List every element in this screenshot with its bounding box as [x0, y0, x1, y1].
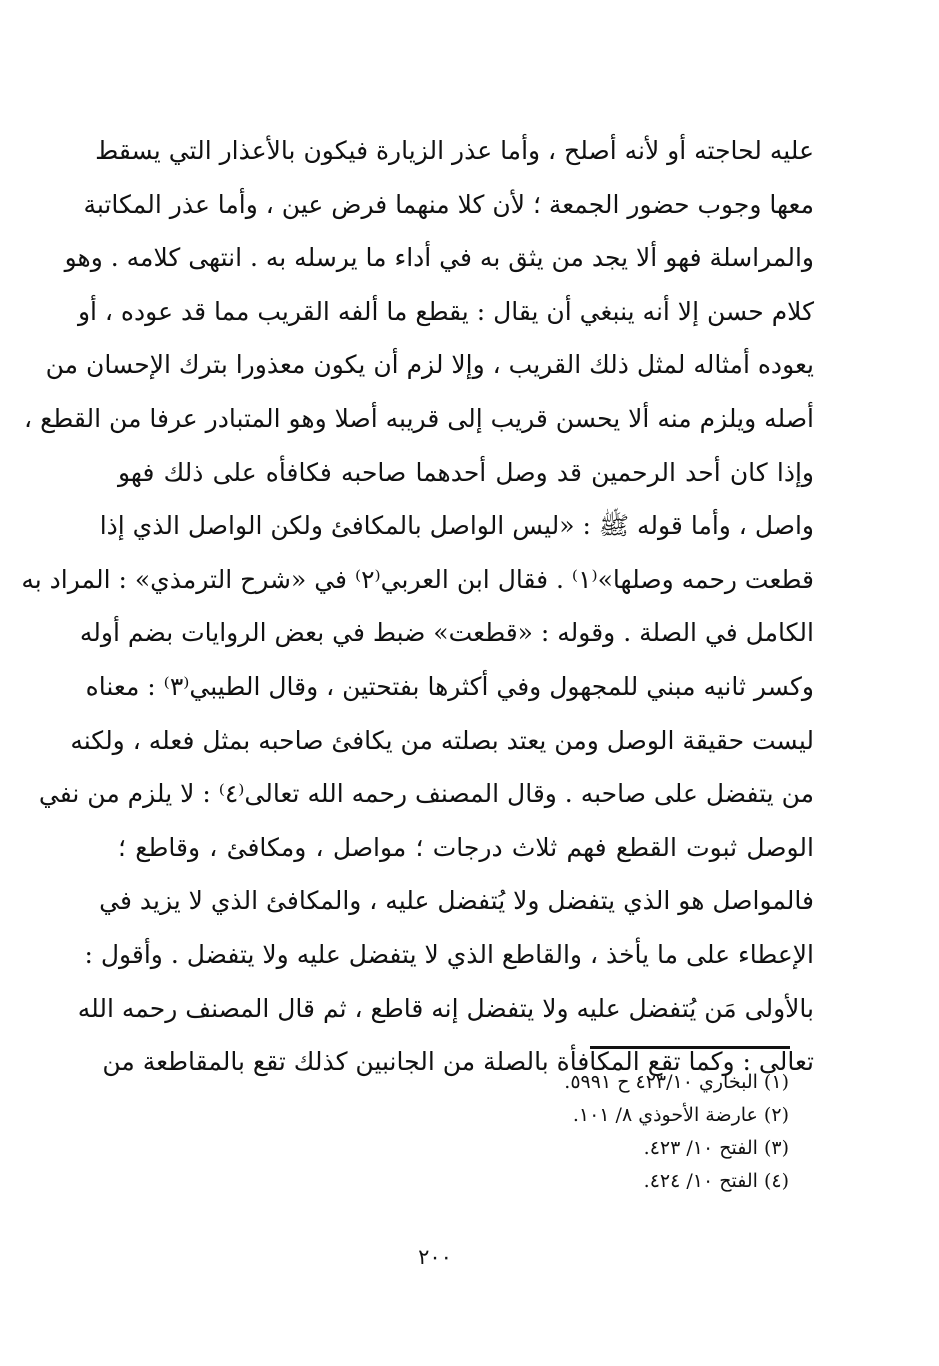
page-number: ٢٠٠ — [418, 1245, 452, 1269]
text-line: عليه لحاجته أو لأنه أصلح ، وأما عذر الزيارة فيكون بالأعذار التي يسقط — [95, 136, 814, 165]
footnotes — [289, 1066, 789, 1198]
text-line: بالأولى مَن يُتفضل عليه ولا يتفضل إنه قاطع ، ثم قال المصنف رحمه الله — [77, 993, 814, 1023]
text-line: من يتفضل على صاحبه . وقال المصنف رحمه الله تعالى⁽٤⁾ : لا يلزم من نفي — [38, 779, 814, 809]
text-line: يعوده أمثاله لمثل ذلك القريب ، وإلا لزم أن يكون معذورا بترك الإحسان من — [45, 350, 814, 380]
text-line: والمراسلة فهو ألا يجد من يثق به في أداء ما يرسله به . انتهى كلامه . وهو — [64, 243, 814, 273]
text-line: ليست حقيقة الوصل ومن يعتد بصلته من يكافئ صاحبه بمثل فعله ، ولكنه — [70, 725, 814, 755]
text-line: الإعطاء على ما يأخذ ، والقاطع الذي لا يتفضل عليه ولا يتفضل . وأقول : — [84, 939, 814, 969]
footnote-item: (١) البخاري ٤٢٣/١٠ ح ٥٩٩١. — [564, 1071, 789, 1093]
body-text — [21, 124, 814, 1089]
text-line: واصل ، وأما قوله ﷺ : «ليس الواصل بالمكافئ ولكن الواصل الذي إذا — [99, 511, 814, 541]
text-line: فالمواصل هو الذي يتفضل ولا يُتفضل عليه ، والمكافئ الذي لا يزيد في — [99, 886, 814, 916]
text-line: قطعت رحمه وصلها»⁽١⁾ . فقال ابن العربي⁽٢⁾ في «شرح الترمذي» : المراد به — [21, 564, 814, 594]
text-line: وكسر ثانيه مبني للمجهول وفي أكثرها بفتحتين ، وقال الطيبي⁽٣⁾ : معناه — [85, 671, 814, 701]
text-line: تعالى : وكما تقع المكافأة بالصلة من الجانبين كذلك تقع بالمقاطعة من — [102, 1047, 814, 1077]
footnote-item: (٤) الفتح ١٠/ ٤٢٤. — [643, 1170, 789, 1192]
text-line: أصله ويلزم منه ألا يحسن قريب إلى قريبه أصلا وهو المتبادر عرفا من القطع ، — [24, 403, 814, 433]
text-line: كلام حسن إلا أنه ينبغي أن يقال : يقطع ما ألفه القريب مما قد عوده ، أو — [77, 296, 814, 326]
text-line: معها وجوب حضور الجمعة ؛ لأن كلا منهما فرض عين ، وأما عذر المكاتبة — [83, 189, 814, 219]
text-line: الكامل في الصلة . وقوله : «قطعت» ضبط في بعض الروايات بضم أوله — [79, 618, 814, 648]
text-line: الوصل ثبوت القطع فهم ثلاث درجات ؛ مواصل ، ومكافئ ، وقاطع ؛ — [118, 832, 814, 862]
footnote-separator — [590, 1046, 790, 1049]
footnote-item: (٣) الفتح ١٠/ ٤٢٣. — [643, 1137, 789, 1159]
text-line: وإذا كان أحد الرحمين قد وصل أحدهما صاحبه فكافأه على ذلك فهو — [118, 457, 814, 487]
footnote-item: (٢) عارضة الأحوذي ٨/ ١٠١. — [572, 1104, 789, 1126]
